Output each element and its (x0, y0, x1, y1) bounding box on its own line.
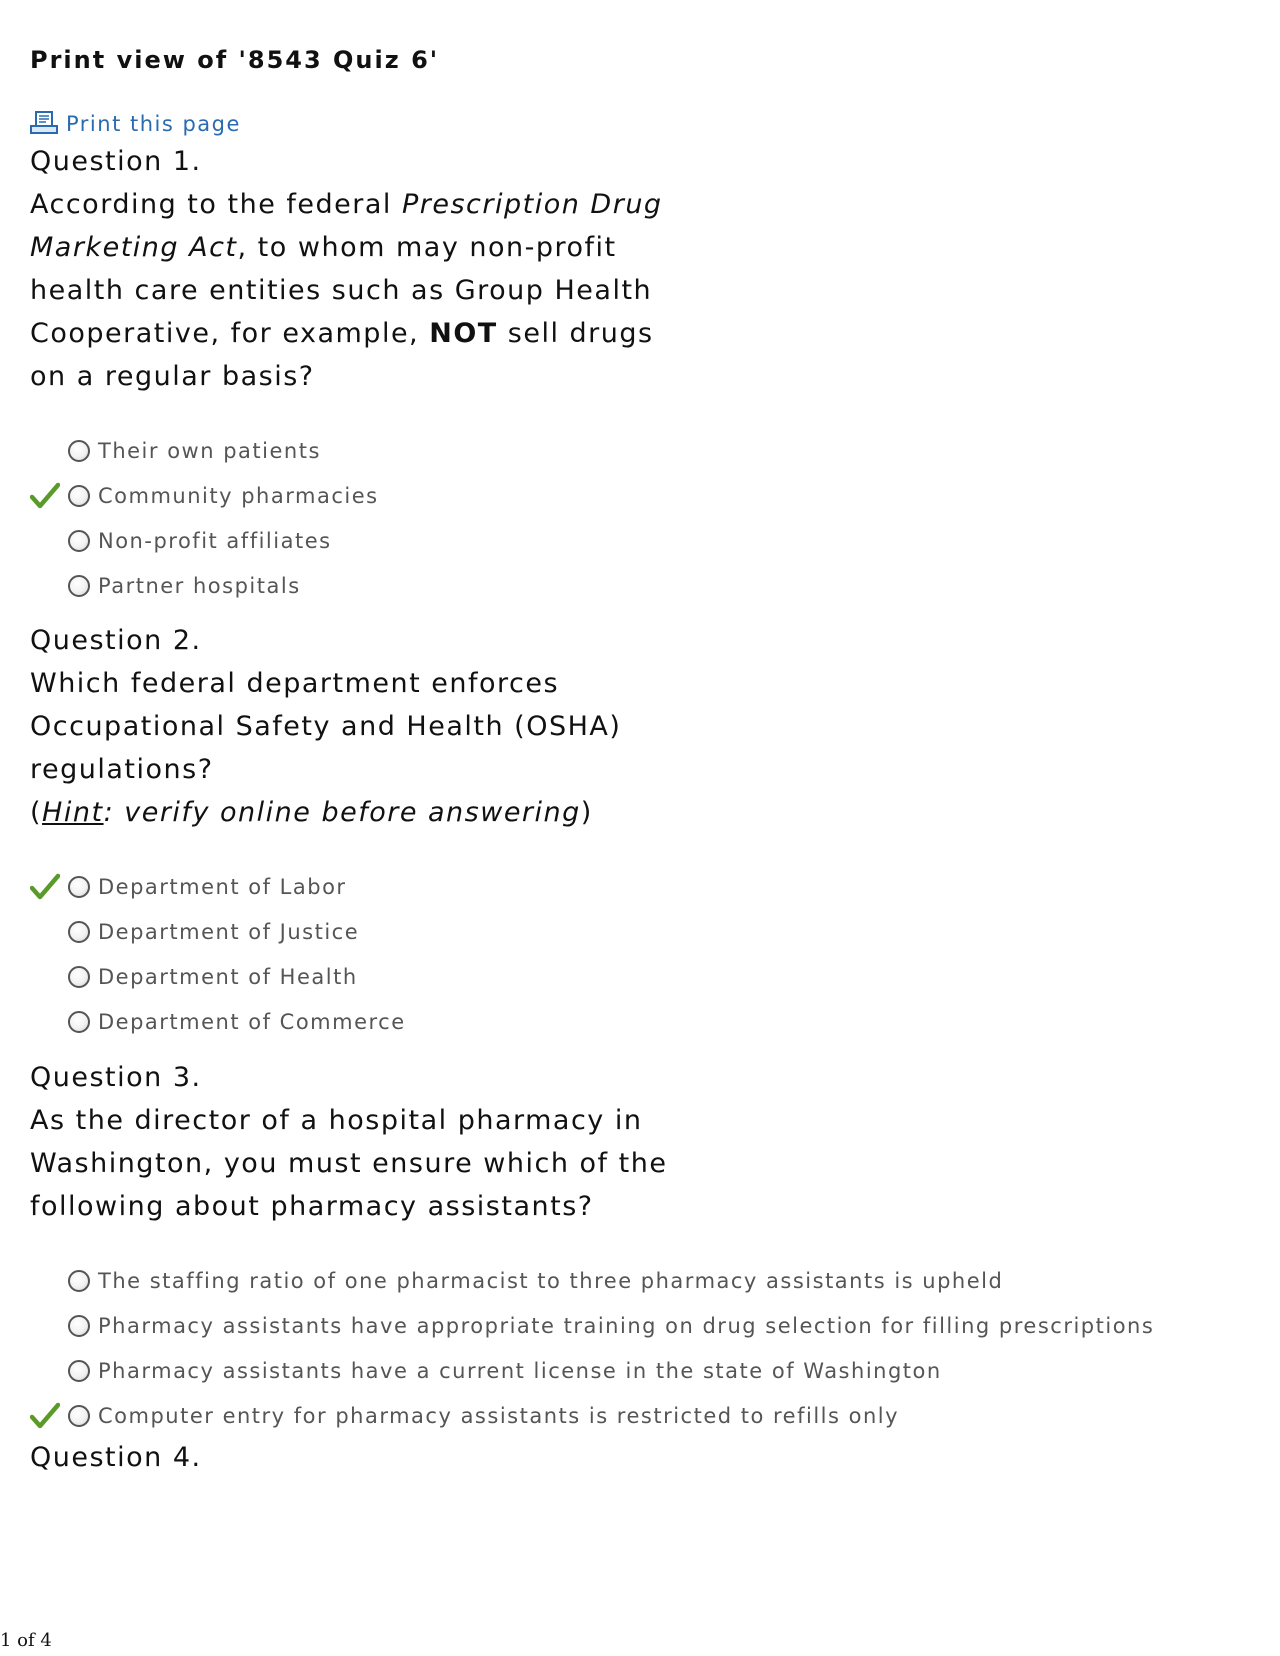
radio-button[interactable] (68, 966, 90, 988)
page-count: 1 of 4 (0, 1630, 52, 1651)
radio-button[interactable] (68, 1270, 90, 1292)
hint-text: : verify online before answering (103, 797, 581, 828)
answer-label: Their own patients (98, 438, 321, 463)
radio-button[interactable] (68, 1405, 90, 1427)
question-number: Question 2. (30, 625, 202, 656)
checkmark-icon (30, 873, 60, 901)
question-text-part: ( (30, 797, 43, 828)
answer-option (30, 1303, 1250, 1348)
answer-label: Computer entry for pharmacy assistants is restricted to refills only (98, 1403, 900, 1428)
question-4 (30, 1436, 1250, 1479)
checkmark-icon (30, 1402, 60, 1430)
answer-option (30, 954, 1250, 999)
question-text (30, 662, 630, 834)
question-number: Question 3. (30, 1062, 202, 1093)
answer-label: Department of Labor (98, 874, 347, 899)
radio-button[interactable] (68, 1315, 90, 1337)
answer-option (30, 428, 1250, 473)
answer-list (30, 864, 1250, 1044)
emphasis-not: NOT (429, 318, 498, 349)
answer-list (30, 428, 1250, 608)
answer-option (30, 473, 1250, 518)
radio-button[interactable] (68, 530, 90, 552)
answer-option (30, 518, 1250, 563)
answer-option (30, 999, 1250, 1044)
question-text-part: sell drugs on a regular basis? (30, 318, 654, 392)
answer-label: Community pharmacies (98, 483, 379, 508)
hint-label: Hint (42, 797, 104, 828)
answer-list (30, 1258, 1250, 1438)
answer-label: Pharmacy assistants have appropriate training on drug selection for filling prescriptions (98, 1313, 1155, 1338)
print-link-label[interactable]: Print this page (66, 112, 241, 136)
checkmark-icon (30, 482, 60, 510)
question-number: Question 1. (30, 146, 202, 177)
question-text-part: , to whom may non-profit health care entities such as Group Health Cooperative, for example, (30, 232, 653, 349)
question-number: Question 4. (30, 1442, 202, 1473)
radio-button[interactable] (68, 575, 90, 597)
radio-button[interactable] (68, 921, 90, 943)
page-title: Print view of '8543 Quiz 6' (30, 46, 440, 74)
radio-button[interactable] (68, 1360, 90, 1382)
answer-option (30, 864, 1250, 909)
answer-label: Department of Commerce (98, 1009, 406, 1034)
print-page-link[interactable] (30, 110, 241, 136)
act-name: Prescription Drug Marketing Act (30, 189, 663, 263)
answer-option (30, 1348, 1250, 1393)
question-2 (30, 619, 1250, 1044)
printer-icon[interactable] (30, 110, 58, 136)
radio-button[interactable] (68, 440, 90, 462)
question-text-part: ) (580, 797, 593, 828)
answer-option (30, 1393, 1250, 1438)
radio-button[interactable] (68, 1011, 90, 1033)
answer-option (30, 563, 1250, 608)
answer-option (30, 1258, 1250, 1303)
answer-label: Pharmacy assistants have a current license in the state of Washington (98, 1358, 942, 1383)
answer-label: The staffing ratio of one pharmacist to three pharmacy assistants is upheld (98, 1268, 1004, 1293)
answer-label: Department of Justice (98, 919, 360, 944)
question-text: As the director of a hospital pharmacy in Washington, you must ensure which of the following about pharmacy assistants? (30, 1105, 668, 1222)
answer-option (30, 909, 1250, 954)
question-3 (30, 1056, 1250, 1438)
radio-button[interactable] (68, 876, 90, 898)
question-text-part: According to the federal (30, 189, 402, 220)
radio-button[interactable] (68, 485, 90, 507)
question-text-part: Which federal department enforces Occupational Safety and Health (OSHA) regulations? (30, 668, 622, 785)
question-1 (30, 140, 1250, 608)
answer-label: Department of Health (98, 964, 358, 989)
question-text (30, 183, 680, 398)
answer-label: Non-profit affiliates (98, 528, 332, 553)
answer-label: Partner hospitals (98, 573, 301, 598)
